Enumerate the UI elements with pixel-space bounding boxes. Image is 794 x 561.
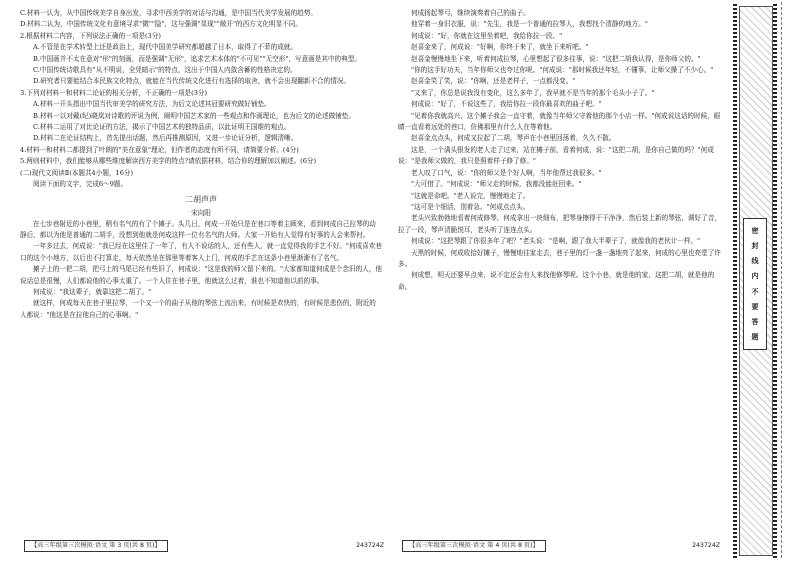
question-4: 4.材料一和材料二都提到了叶朗的"美在意象"理论，但作者的态度有所不同，请简要分析。(4分) <box>20 145 299 154</box>
story-paragraph: "这就是命吧。"老人说完，慢慢地走了。 <box>411 191 530 200</box>
story-paragraph: 何成说："好了，不说这些了，我给你拉一段你最喜欢的曲子吧。" <box>411 100 602 109</box>
question-3: 3.下列对材料一和材料二论证的相关分析，不正确的一项是(3分) <box>20 88 208 97</box>
seal-char: 题 <box>751 333 759 342</box>
q2-option-b: B.中国画并不太在意对"形"的刻画，而是强调"无形"，追求艺术本体的"不可见""无空形"，写意画是其中的典型。 <box>33 54 361 63</box>
story-paragraph: "这可是个细活，别着急。"何成点点头。 <box>411 202 530 211</box>
right-column <box>398 8 723 293</box>
story-paragraph: 天黑的时候，何成收拾好摊子，慢慢地往家走去，巷子里的灯一盏一盏地亮了起来，何成的心里也亮堂了许多。 <box>398 248 721 268</box>
paper-code: 243724Z <box>692 542 720 549</box>
story-paragraph: 赵喜金点点头，何成又拉起了二胡，琴声在小巷里回荡着，久久不散。 <box>411 134 616 143</box>
story-paragraph: 何成说："我这辈子，就靠这把二胡了。" <box>33 287 152 296</box>
left-column <box>20 8 382 321</box>
q3-option-a: A.材料一开头指出中国当代审美学的研究方法，为后文论述其冠要研究做好铺垫。 <box>33 100 271 109</box>
seal-label <box>743 218 767 350</box>
paper-code: 243724Z <box>356 542 384 549</box>
footer-right <box>402 540 720 552</box>
story-paragraph: 何成扬起琴弓，继续演奏着自己的曲子。 <box>411 9 530 17</box>
story-paragraph: 一年多过去，何成说："我已经在这里住了一年了，有人不说话的人，还有些人，就一直觉得我的手艺不好。"何成喜欢巷口的这个小地方，以后也不打算走，每天依然坐在那里等着客人上门，何成的手艺在这条小巷里渐渐有了名气。 <box>20 242 382 262</box>
seal-char: 内 <box>751 272 759 281</box>
question-5: 5.两则材料中，我们能够从哪些维度解读西方美学的特点?请依据材料，结合你的理解加以阐述。(6分) <box>20 157 317 166</box>
story-paragraph: 何成说："这把琴跟了你很多年了吧？"老头说："是啊，跟了我大半辈子了，就像我的老伙计一样。" <box>411 237 701 246</box>
story-paragraph: 老头兴致勃勃地看着何成修琴，何成拿出一块细布，把琴身擦得干干净净，然后装上新的琴弦，调好了音，拉了一段，琴声清脆悦耳，老头听了连连点头。 <box>398 214 721 234</box>
footer-left <box>24 540 384 552</box>
q2-option-a: A.不管是在学术转型上还是政治上，现代中国美学研究都超越了日本，取得了不菲的成就。 <box>33 43 298 52</box>
story-paragraph: 摊子上的一把二胡，把弓上的马尾已经有些旧了，何成说："这是我的师父留下来的。"大家都知道何成是个念旧的人，他说话总是很慢，人们都说他的心事太重了。一个人住在巷子里，他就这么过着，谁也不知道他以前的事。 <box>20 265 382 285</box>
option-d: D.材料二认为，中国传统文化有意境寻求"微""隐"，这与强调"显现""敞开"的西方文化明显不同。 <box>20 20 302 29</box>
story-paragraph: 在七步巷附近的小巷里，稍有名气的有了个摊子。头几日，何成一开始只是在巷口等着主顾来，看到何成自己拉琴的动静后，都以为他是普通的二胡手，没想到他就是何成这样一位有名气的大师。大家一开始有人觉得有好事的人会来帮衬。 <box>20 219 376 239</box>
story-paragraph: 这是，一个满头银发的老人走了过来，站在摊子前，看着何成，说："这把二胡，是你自己做的吗？"何成说："是我师父做的，我只是照着样子修了修。" <box>398 145 714 166</box>
seal-char: 封 <box>751 241 759 250</box>
story-paragraph: 赵喜金笑了笑，说："你啊，还是老样子，一点都没变。" <box>411 77 576 86</box>
page-label: 【高三年级第三次模拟·语文 第 4 页(共 8 页)】 <box>402 540 546 552</box>
story-paragraph: "又来了，你总是说我没有变化，这么多年了，我早就不是当年的那个毛头小子了。" <box>411 88 655 97</box>
q2-option-c: C.中国传统诗歌具有"从不明说，全凭暗示"的特点，这出于中国人内敛含蓄的性格决定的。 <box>33 66 297 75</box>
story-paragraph: 就这样，何成每天在巷子里拉琴，一个又一个的曲子从他的琴弦上流出来，有时候是欢快的，有时候是悲伤的，附近的人都说："他这是在拉他自己的心事啊。" <box>20 299 376 319</box>
section-heading: (二)现代文阅读Ⅱ(本题共4小题，16分) <box>20 168 134 177</box>
q3-option-d: D.材料二在论证结构上，首先提出话题，然后再推测原因，又进一步论证分析，逻辑清晰。 <box>33 134 298 143</box>
story-paragraph: 何成说："好，你就在这里坐着吧，我给你拉一段。" <box>411 31 563 40</box>
seal-char: 要 <box>751 302 759 311</box>
story-paragraph: 何成想，明天还要早点来，说不定还会有人来找他修琴呢。这个小巷，就是他的家，这把二胡，就是他的命。 <box>398 271 715 291</box>
story-paragraph: 赵喜金慢慢地坐下来，听着何成拉琴，心里想起了很多往事，说："这把二胡我认得，是你师父的。" <box>411 54 701 63</box>
seal-char: 密 <box>751 226 759 235</box>
question-2: 2.根据材料二内容，下列说法正确的一项是(3分) <box>20 31 161 40</box>
story-paragraph: 他穿着一身旧衣服，说："先生，我是一个普通的拉琴人，我想找个清静的地方。" <box>411 20 648 29</box>
seal-char: 不 <box>751 287 759 296</box>
story-paragraph: "见着你我就高兴，这个摊子我会一直守着，就像当年师父守着他的那个小店一样。"何成说这话的时候，眼睛一直看着远处的巷口，仿佛那里有什么人在等着他。 <box>398 111 721 132</box>
section-instruction: 阅读下面的文字，完成6～9题。 <box>33 180 128 189</box>
page-label: 【高三年级第三次模拟·语文 第 3 页(共 8 页)】 <box>24 540 168 552</box>
q3-option-b: B.材料一以对戴(纪)晓岚对诗歌的评说为例，阐明中国艺术家的一些观点和作画理论，也为后文的论述做铺垫。 <box>33 111 355 120</box>
story-author: 宋向阳 <box>191 208 211 217</box>
story-title: 二胡声声 <box>185 194 217 204</box>
story-paragraph: "你的这手好功夫，当年你师父也夸过你呢。"何成说："那时候我还年轻，不懂事，让师父操了不少心。" <box>411 66 714 75</box>
q3-option-c: C.材料二运用了对比论证的方法，揭示了中国艺术的独特品质，以此证明王国维的观点。 <box>33 123 291 132</box>
seal-char: 答 <box>751 318 759 327</box>
seal-line-strip <box>731 2 789 558</box>
story-paragraph: "大可惜了。"何成说："师父走的时候，我都没能赶回来。" <box>411 180 582 189</box>
q2-option-d: D.研究者只要能结合本民族文化特点，就能在当代传统文化进行有选择的取舍，就不会出现翻新不合的情况。 <box>33 77 351 86</box>
seal-char: 线 <box>751 257 759 266</box>
story-paragraph: 赵喜金来了，何成说："好啊，你终于来了，就坐下来听吧。" <box>411 43 589 52</box>
seal-cut-line <box>781 2 782 558</box>
option-c: C.材料一认为，从中国传统美学自身出发，寻求中西美学的对话与沟通，是中国当代美学发展的趋势。 <box>20 9 318 17</box>
story-paragraph: 老人叹了口气，说："你的师父是个好人啊，当年他帮过我很多。" <box>411 168 602 177</box>
